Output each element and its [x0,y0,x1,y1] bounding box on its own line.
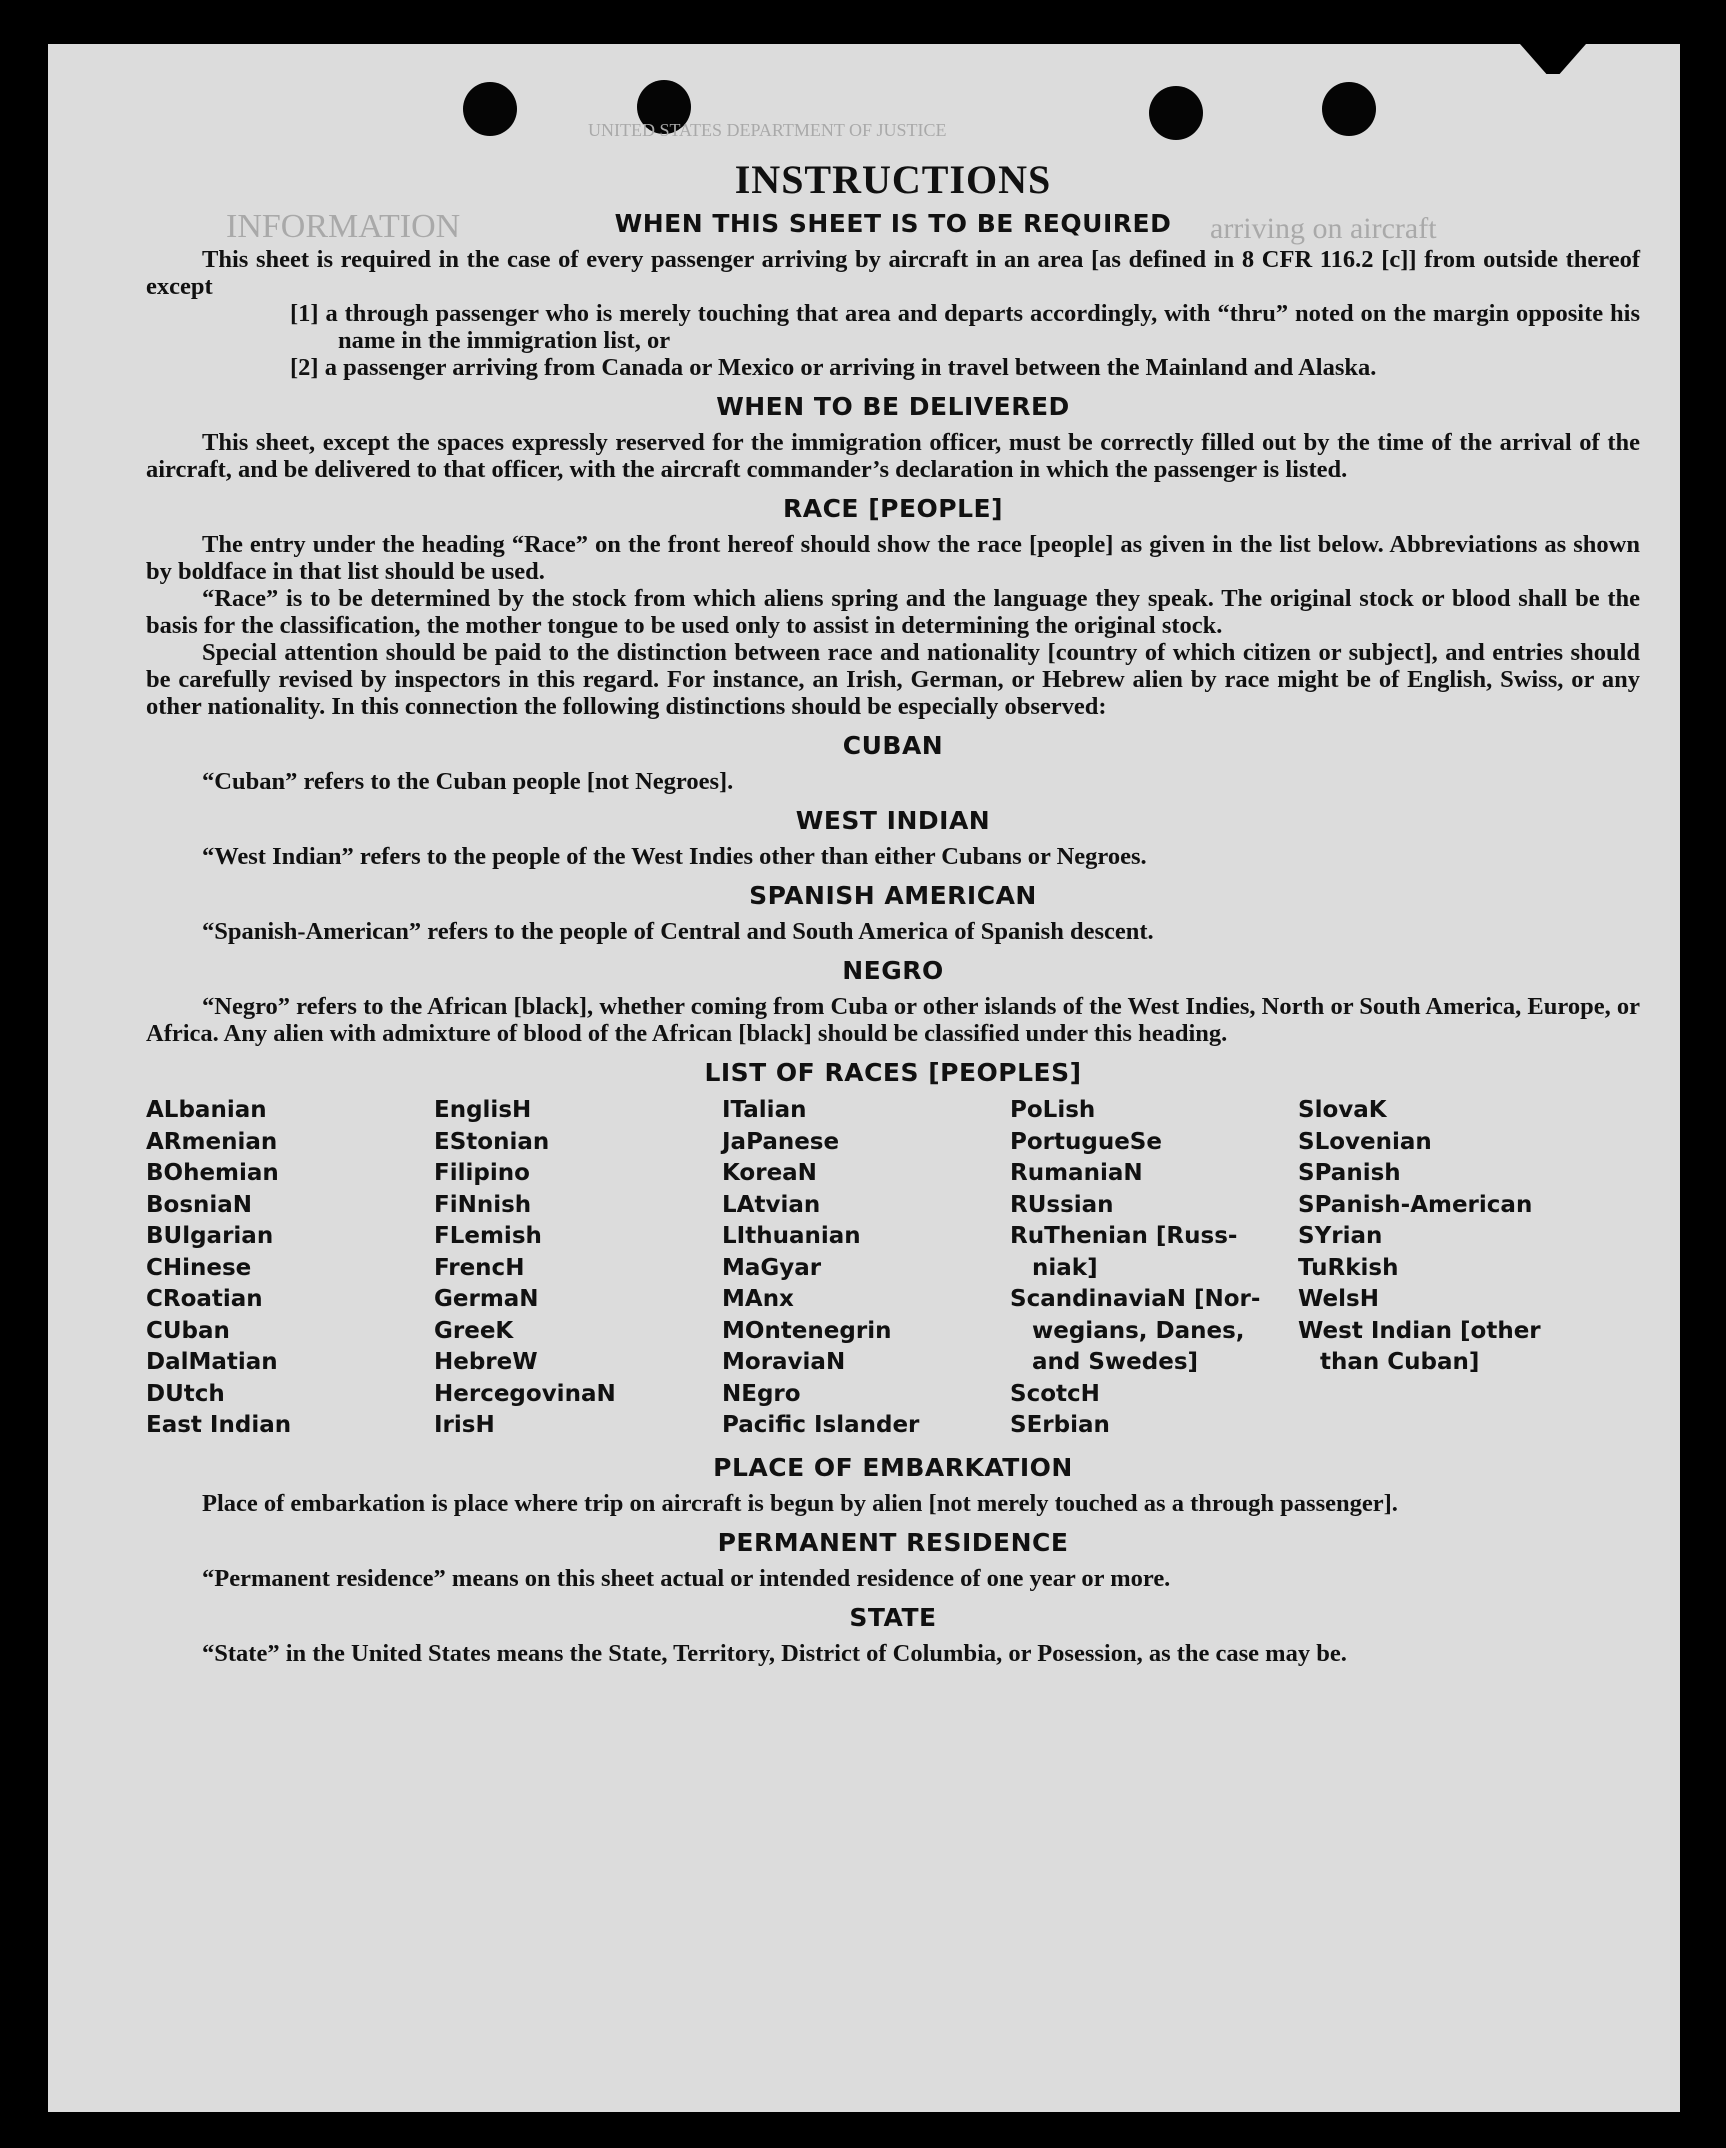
race-column-5 [1298,1095,1586,1442]
bleedthrough-dept-line: UNITED STATES DEPARTMENT OF JUSTICE [588,120,947,140]
heading-when-delivered: WHEN TO BE DELIVERED [716,392,1070,421]
race-column-3 [722,1095,1010,1442]
race-item: PortugueSe [1010,1128,1162,1155]
race-item: JaPanese [722,1128,840,1155]
heading-permanent-residence: PERMANENT RESIDENCE [717,1527,1069,1557]
race-item: WelsH [1298,1286,1379,1312]
heading-race: RACE [PEOPLE] [782,494,1004,523]
state-text: “State” in the United States means the State, Territory, District of Columbia, or Posession, as the case may be. [202,1639,1347,1667]
race-item: SlovaK [1298,1097,1387,1123]
race-item: BUlgarian [146,1223,274,1249]
race-item: DalMatian [146,1349,278,1375]
race-item: RumaniaN [1010,1160,1143,1186]
race-item: SYrian [1298,1223,1383,1249]
race-item: NEgro [722,1380,801,1407]
race-item-continued: than Cuban] [1320,1349,1480,1375]
race-item: SLovenian [1298,1128,1432,1155]
punch-hole-1 [463,82,517,136]
race-item: CHinese [146,1254,252,1281]
race-item: MOntenegrin [722,1317,892,1344]
race-item: TuRkish [1298,1254,1399,1281]
document-page [48,44,1680,2112]
race-item: East Indian [146,1412,292,1438]
heading-spanish-american: SPANISH AMERICAN [749,881,1037,910]
race-item-continued: wegians, Danes, [1032,1317,1245,1344]
race-item-continued: niak] [1032,1254,1098,1281]
race-item: MAnx [722,1286,794,1312]
race-item: MoraviaN [722,1349,846,1375]
west-indian-text: “West Indian” refers to the people of the West Indies other than either Cubans or Negroes. [202,843,1147,870]
spanish-american-text: “Spanish-American” refers to the people of Central and South America of Spanish descent. [202,918,1154,945]
race-item: RUssian [1010,1191,1114,1218]
race-item: CRoatian [146,1286,263,1312]
race-item-continued: and Swedes] [1032,1349,1199,1375]
race-item: LIthuanian [722,1223,861,1249]
race-item: CUban [146,1317,230,1344]
race-item: FiNnish [434,1191,532,1218]
page-title: INSTRUCTIONS [734,157,1052,202]
race-item: SPanish-American [1298,1191,1533,1218]
when-required-intro: This sheet is required in the case of every passenger arriving by aircraft in an area [as defined in 8 CFR 116.2 [c]] from outside thereof except [146,246,1640,300]
race-paragraph-2: “Race” is to be determined by the stock from which aliens spring and the language they speak. The original stock or blood shall be the basis for the classification, the mother tongue to be used only to assist in determining the original stock. [146,585,1640,639]
race-item: ALbanian [146,1097,267,1123]
race-item: HercegovinaN [434,1380,616,1407]
negro-text: “Negro” refers to the African [black], whether coming from Cuba or other islands of the West Indies, North or South America, Europe, or Africa. Any alien with admixture of blood of the African [black] should be classified under this heading. [146,993,1640,1047]
race-item: PoLish [1010,1097,1096,1123]
race-item: ARmenian [146,1128,278,1155]
race-column-1 [146,1095,434,1442]
race-item: HebreW [434,1349,538,1375]
heading-state: STATE [849,1602,937,1632]
when-delivered-text: This sheet, except the spaces expressly reserved for the immigration officer, must be correctly filled out by the time of the arrival of the aircraft, and be delivered to that officer, with the aircraft commander’s declaration in which the passenger is listed. [146,429,1640,483]
when-required-item-2: [2] a passenger arriving from Canada or Mexico or arriving in travel between the Mainland and Alaska. [290,354,1377,381]
heading-list-of-races: LIST OF RACES [PEOPLES] [704,1058,1082,1087]
race-item: ScandinaviaN [Nor- [1010,1286,1261,1312]
race-item: SErbian [1010,1412,1110,1438]
page-tear [1520,44,1586,74]
race-item: FrencH [434,1254,525,1281]
race-item: ScotcH [1010,1380,1100,1407]
race-column-4 [1010,1095,1298,1442]
race-item: EnglisH [434,1097,532,1123]
race-item: IrisH [434,1412,495,1438]
instructions-content [146,154,1640,1667]
heading-west-indian: WEST INDIAN [795,806,991,835]
race-list [146,1095,1640,1442]
race-paragraph-3: Special attention should be paid to the distinction between race and nationality [country of which citizen or subject], and entries should be carefully revised by inspectors in this regard. For instance, an Irish, German, or Hebrew alien by race might be of English, Swiss, or any other nationality. In this connection the following distinctions should be especially observed: [146,639,1640,720]
punch-hole-4 [1322,82,1376,136]
when-required-item-1: [1] a through passenger who is merely touching that area and departs accordingly, with “thru” noted on the margin opposite his name in the immigration list, or [290,300,1640,354]
race-item: West Indian [other [1298,1317,1541,1344]
race-item: SPanish [1298,1160,1401,1186]
race-item: ITalian [722,1097,807,1123]
cuban-text: “Cuban” refers to the Cuban people [not Negroes]. [202,768,734,795]
heading-cuban: CUBAN [842,731,944,760]
race-item: GermaN [434,1286,539,1312]
race-item: MaGyar [722,1254,822,1281]
race-item: Filipino [434,1160,530,1186]
embarkation-text: Place of embarkation is place where trip on aircraft is begun by alien [not merely touched as a through passenger]. [202,1489,1398,1517]
race-item: DUtch [146,1380,225,1407]
race-item: FLemish [434,1223,542,1249]
race-column-2 [434,1095,722,1442]
race-item: KoreaN [722,1160,817,1186]
race-item: BosniaN [146,1191,253,1218]
race-item: EStonian [434,1128,550,1155]
heading-negro: NEGRO [842,956,944,985]
race-item: RuThenian [Russ- [1010,1223,1238,1249]
residence-text: “Permanent residence” means on this sheet actual or intended residence of one year or more. [202,1564,1171,1592]
race-item: Pacific Islander [722,1412,920,1438]
race-paragraph-1: The entry under the heading “Race” on the front hereof should show the race [people] as given in the list below. Abbreviations as shown by boldface in that list should be used. [146,531,1640,585]
heading-place-of-embarkation: PLACE OF EMBARKATION [713,1452,1073,1482]
punch-hole-3 [1149,86,1203,140]
race-item: GreeK [434,1317,514,1344]
race-item: BOhemian [146,1160,279,1186]
bleedthrough-title-right: arriving on aircraft [1210,212,1437,245]
race-item: LAtvian [722,1191,821,1218]
heading-when-required: WHEN THIS SHEET IS TO BE REQUIRED [614,209,1172,238]
bleedthrough-title: INFORMATION [226,208,461,245]
